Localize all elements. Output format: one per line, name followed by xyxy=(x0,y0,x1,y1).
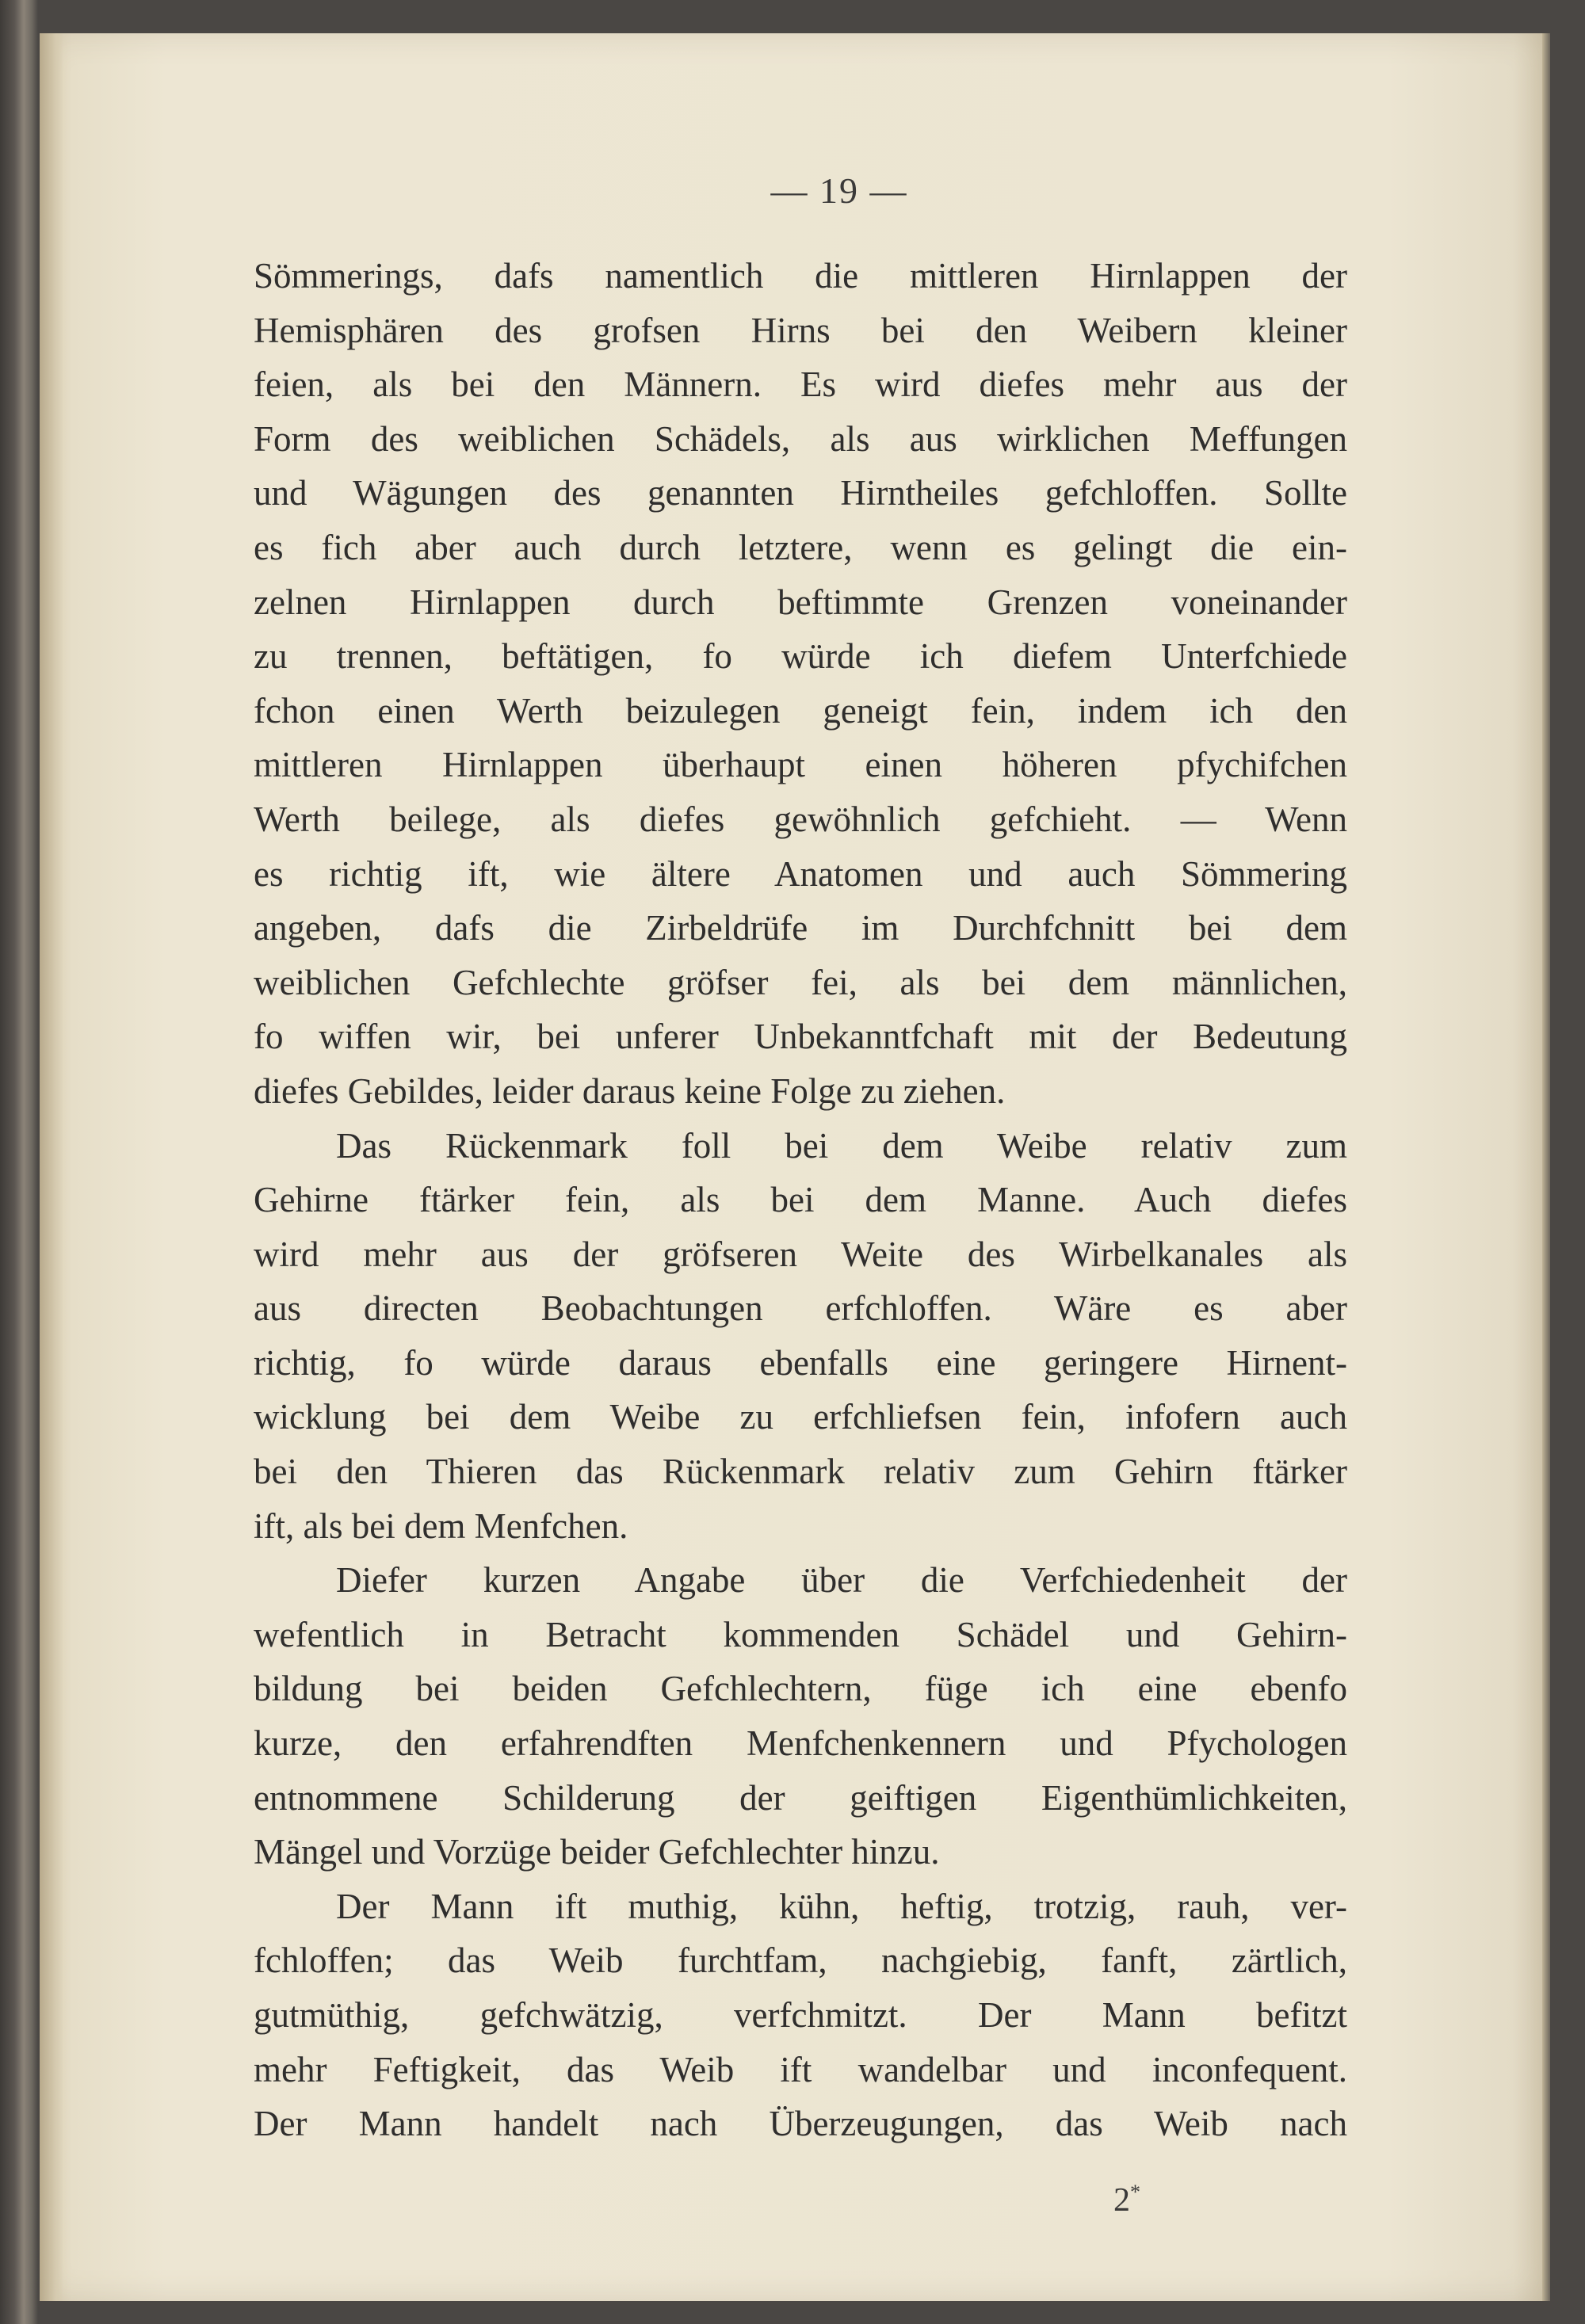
signature-mark xyxy=(1113,2181,1140,2219)
text-line: angeben, dafs die Zirbeldrüfe im Durchfchnitt bei dem xyxy=(254,908,1347,948)
text-line: ift, als bei dem Menfchen. xyxy=(254,1505,628,1546)
text-line: entnommene Schilderung der geiftigen Eigenthümlichkeiten, xyxy=(254,1777,1347,1818)
text-line: Gehirne ftärker fein, als bei dem Manne. Auch diefes xyxy=(254,1180,1347,1220)
text-line: es richtig ift, wie ältere Anatomen und auch Sömmering xyxy=(254,853,1347,894)
text-line: wefentlich in Betracht kommenden Schädel und Gehirn- xyxy=(254,1614,1347,1654)
text-line: fchon einen Werth beizulegen geneigt fein, indem ich den xyxy=(254,690,1347,731)
text-line: zelnen Hirnlappen durch beftimmte Grenzen voneinander xyxy=(254,582,1347,622)
page-edge xyxy=(1542,33,1550,2301)
book-page xyxy=(40,33,1544,2301)
text-line: und Wägungen des genannten Hirntheiles gefchloffen. Sollte xyxy=(254,473,1347,513)
text-line: weiblichen Gefchlechte gröfser fei, als bei dem männlichen, xyxy=(254,962,1347,1002)
text-line: Werth beilege, als diefes gewöhnlich gefchieht. — Wenn xyxy=(254,799,1347,839)
text-line: Sömmerings, dafs namentlich die mittleren Hirnlappen der xyxy=(254,256,1347,296)
text-line: Diefer kurzen Angabe über die Verfchiedenheit der xyxy=(336,1560,1347,1601)
text-line: wird mehr aus der gröfseren Weite des Wirbelkanales als xyxy=(254,1234,1347,1274)
text-line: bildung bei beiden Gefchlechtern, füge ich eine ebenfo xyxy=(254,1669,1347,1709)
text-line: kurze, den erfahrendften Menfchenkennern und Pfychologen xyxy=(254,1723,1347,1764)
page-number: — 19 — xyxy=(770,170,908,211)
text-line: richtig, fo würde daraus ebenfalls eine geringere Hirnent- xyxy=(254,1342,1347,1383)
text-line: zu trennen, beftätigen, fo würde ich diefem Unterfchiede xyxy=(254,636,1347,677)
text-line: wicklung bei dem Weibe zu erfchliefsen fein, infofern auch xyxy=(254,1397,1347,1437)
text-line: Das Rückenmark foll bei dem Weibe relativ zum xyxy=(336,1125,1347,1166)
text-line: Mängel und Vorzüge beider Gefchlechter hinzu. xyxy=(254,1832,940,1872)
page-gutter xyxy=(40,33,63,2301)
text-line: Hemisphären des grofsen Hirns bei den Weibern kleiner xyxy=(254,310,1347,350)
text-line: mittleren Hirnlappen überhaupt einen höheren pfychifchen xyxy=(254,745,1347,785)
text-line: es fich aber auch durch letztere, wenn es gelingt die ein- xyxy=(254,527,1347,567)
text-line: mehr Feftigkeit, das Weib ift wandelbar und inconfequent. xyxy=(254,2049,1347,2089)
text-line: Der Mann ift muthig, kühn, heftig, trotzig, rauh, ver- xyxy=(336,1886,1347,1926)
text-line: aus directen Beobachtungen erfchloffen. Wäre es aber xyxy=(254,1288,1347,1329)
text-line: diefes Gebildes, leider daraus keine Folge zu ziehen. xyxy=(254,1070,1006,1111)
text-line: feien, als bei den Männern. Es wird diefes mehr aus der xyxy=(254,364,1347,405)
body-text xyxy=(254,249,1347,2151)
signature-asterisk: * xyxy=(1130,2181,1140,2204)
text-line: Der Mann handelt nach Überzeugungen, das Weib nach xyxy=(254,2104,1347,2144)
signature-number: 2 xyxy=(1113,2182,1130,2219)
text-line: Form des weiblichen Schädels, als aus wirklichen Meffungen xyxy=(254,418,1347,459)
text-line: gutmüthig, gefchwätzig, verfchmitzt. Der Mann befitzt xyxy=(254,1995,1347,2035)
text-line: bei den Thieren das Rückenmark relativ zum Gehirn ftärker xyxy=(254,1452,1347,1492)
text-line: fo wiffen wir, bei unferer Unbekanntfchaft mit der Bedeutung xyxy=(254,1017,1347,1057)
text-line: fchloffen; das Weib furchtfam, nachgiebig, fanft, zärtlich, xyxy=(254,1940,1347,1981)
